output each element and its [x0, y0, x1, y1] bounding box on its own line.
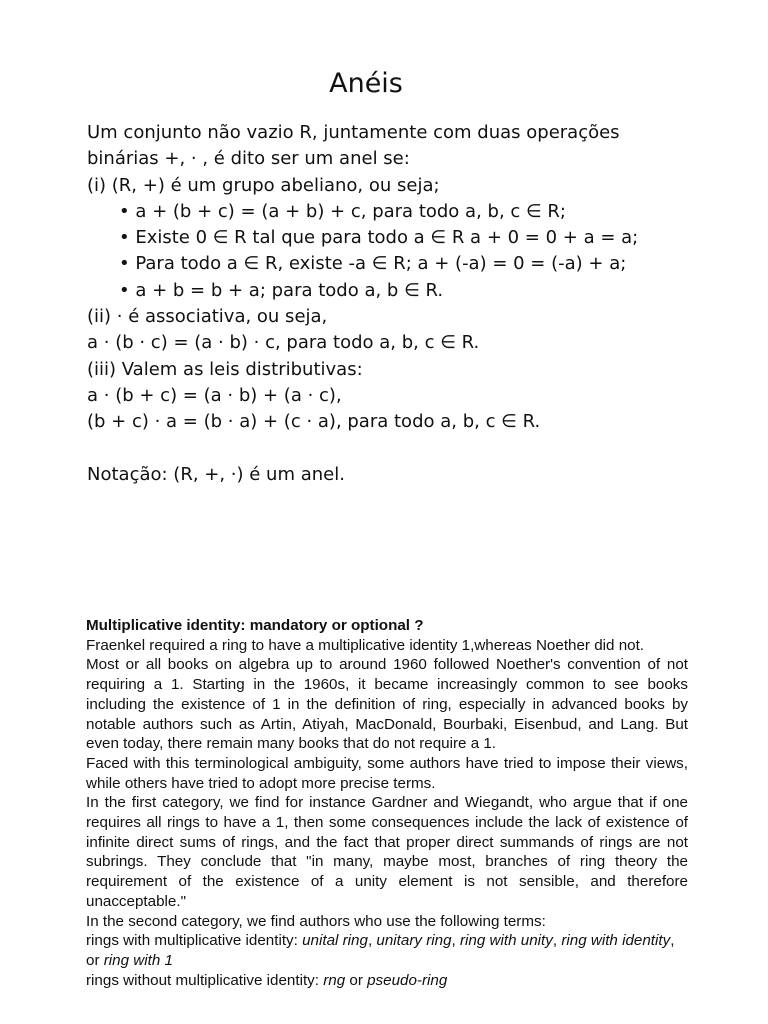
condition-iii: (iii) Valem as leis distributivas: [87, 358, 363, 380]
term: ring with unity [460, 932, 553, 950]
term: unital ring [302, 932, 368, 950]
article-paragraph: In the second category, we find authors who use the following terms: [86, 912, 546, 930]
condition-iii-formula-right: (b + c) · a = (b · a) + (c · a), para todo a, b, c ∈ R. [87, 411, 541, 433]
article-paragraph: Faced with this terminological ambiguity, some authors have tried to impose their views, while others have tried to adopt more precise terms. [86, 754, 688, 792]
axiom-commutativity: • a + b = b + a; para todo a, b ∈ R. [119, 279, 444, 301]
article-heading: Multiplicative identity: mandatory or optional ? [86, 617, 424, 634]
definition-intro-line-2: binárias +, · , é dito ser um anel se: [87, 148, 410, 170]
condition-ii: (ii) · é associativa, ou seja, [87, 306, 328, 328]
condition-i: (i) (R, +) é um grupo abeliano, ou seja; [87, 174, 440, 196]
article-paragraph: In the first category, we find for instance Gardner and Wiegandt, who argue that if one requires all rings to have a 1, then some consequences include the lack of existence of infinite direct sums of rings, and the fact that proper direct summands of rings are not subrings. They conclude that "in many, maybe most, branches of ring theory the requirement of the existence of a unity element is not sensible, and therefore unacceptable." [86, 794, 688, 910]
unital-terms-line: rings with multiplicative identity: unital ring, unitary ring, ring with unity, ring with identity, or ring with 1 [86, 932, 675, 969]
term: unitary ring [376, 932, 452, 950]
article-paragraph: Most or all books on algebra up to around 1960 followed Noether's convention of not requiring a 1. Starting in the 1960s, it became increasingly common to see books including the existence of 1 in the definition of ring, especially in advanced books by notable authors such as Artin, Atiyah, MacDonald, Bourbaki, Eisenbud, and Lang. But even today, there remain many books that do not require a 1. [86, 656, 688, 753]
term: ring with 1 [103, 951, 173, 969]
page-title: Anéis [329, 68, 403, 99]
spacer [87, 436, 747, 462]
article-paragraph: Fraenkel required a ring to have a multiplicative identity 1,whereas Noether did not. [86, 636, 645, 654]
ring-definition [87, 120, 747, 488]
multiplicative-identity-article [86, 616, 688, 990]
definition-intro-line-1: Um conjunto não vazio R, juntamente com duas operações [87, 122, 620, 143]
term: ring with identity [561, 932, 671, 950]
axiom-identity: • Existe 0 ∈ R tal que para todo a ∈ R a + 0 = 0 + a = a; [119, 227, 639, 249]
notation-line: Notação: (R, +, ·) é um anel. [87, 463, 345, 485]
axiom-associativity: • a + (b + c) = (a + b) + c, para todo a, b, c ∈ R; [119, 200, 566, 222]
axiom-inverse: • Para todo a ∈ R, existe -a ∈ R; a + (-a) = 0 = (-a) + a; [119, 253, 627, 275]
condition-iii-formula-left: a · (b + c) = (a · b) + (a · c), [87, 384, 342, 406]
term: pseudo-ring [367, 971, 448, 989]
term: rng [323, 971, 346, 989]
non-unital-terms-line: rings without multiplicative identity: rng or pseudo-ring [86, 971, 448, 989]
condition-ii-formula: a · (b · c) = (a · b) · c, para todo a, b, c ∈ R. [87, 332, 480, 354]
